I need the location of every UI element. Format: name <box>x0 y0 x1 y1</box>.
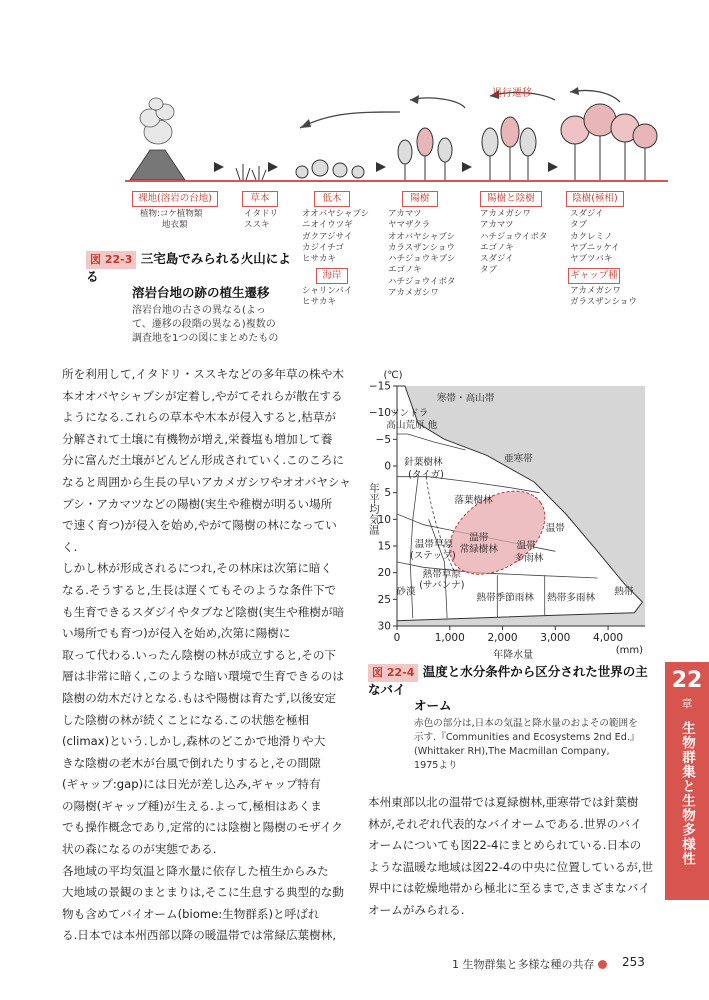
y-tick-label: −5 <box>375 433 391 446</box>
stage-label-bare: 裸地(溶岩の台地) <box>132 191 218 207</box>
biome-region-label: 常緑樹林 <box>459 544 498 556</box>
page-number: 253 <box>622 955 645 969</box>
x-axis-label: 年降水量 <box>493 650 534 660</box>
biome-region-label: 高山荒原 他 <box>386 419 438 431</box>
y-tick-label: −15 <box>368 380 391 393</box>
retrogression-arrow <box>300 112 400 128</box>
mixed-tree-icon <box>482 117 536 180</box>
stage-label-climax: 陰樹(極相) <box>566 191 624 207</box>
chapter-label: 章 <box>681 697 693 710</box>
figure-number: 図 22-4 <box>368 664 418 682</box>
climax-forest-icon <box>561 104 657 180</box>
x-tick-label: 0 <box>393 632 401 644</box>
biome-region-label: (サバンナ) <box>419 579 465 591</box>
species-list: アカメガシワ アカマツ ハチジョウイボタ エゴノキ スダジイ タブ <box>480 209 548 276</box>
biome-region-label: (タイガ) <box>408 469 444 481</box>
coast-label: 海岸 <box>316 268 348 284</box>
biome-region-label: 熱帯 <box>614 586 634 598</box>
biome-region-label: 温帯 <box>469 532 489 544</box>
chapter-title: 生物群集と生物多様性 <box>679 721 695 866</box>
x-tick-label: 1,000 <box>434 632 465 644</box>
species-list: イタドリ ススキ <box>244 209 279 231</box>
biome-region-label: 熱帯季節雨林 <box>476 592 534 604</box>
stage-label-sun-tree: 陽樹 <box>402 191 438 207</box>
species-list: 植物:コケ植物類 地衣類 <box>140 209 203 231</box>
x-unit-label: (mm) <box>615 645 643 656</box>
body-text-right: 本州東部以北の温帯では夏緑樹林,亜寒帯では針葉樹 林が,それぞれ代表的なバイオームである.世界のバイ オームについても図22-4にまとめられている.日本の ような温暖な地域は図22-4の中央に位置しているが,世 界中には乾燥地帯から極北に至るまで,さまざまなバイ オームがみられる. <box>368 795 654 917</box>
body-text-left: 所を利用して,イタドリ・ススキなどの多年草の株や木 本オオバヤシャブシが定着し,やがてそれらが散在する ようになる.これらの草本や木本が侵入すると,枯草が 分解されて土壌に有機物が増え,栄養塩も増加して養 分に富んだ土壌がどんどん形成されていく.このころに なると周囲から生長の早いアカメガシワやオオバヤシャ ブシ・アカマツなどの陽樹(実生や稚樹が明るい場所 で速く育つ)が侵入を始め,やがて陽樹の林になってい く. しかし林が形成されるにつれ,その林床は次第に暗く なる.そうすると,生長は遅くてもそのような条件下で も生育できるスダジイやタブなど陰樹(実生や稚樹が暗 い場所でも育つ)が侵入を始め,次第に陽樹に 取って代わる.いったん陰樹の林が成立すると,その下 層は非常に暗く,このような暗い環境で生育できるのは 陰樹の幼木だけとなる.もはや陽樹は育たず,以後安定 した陰樹の林が続くことになる.この状態を極相 (climax)という.しかし,森林のどこかで地滑りや大 きな陰樹の老木が台風で倒れたりすると,その間隙 (ギャップ:gap)には日光が差し込み,ギャップ特有 の陽樹(ギャップ種)が生える.よって,極相はあくま でも操作概念であり,定常的には陰樹と陽樹のモザイク 状の森になるのが実態である. 各地域の平均気温と降水量に依存した植生からみた 大地域の景観のまとまりは,そこに生息する典型的な動 物も含めてバイオーム(biome:生物群系)と呼ばれ る.日本では本州西部以降の暖温帯では常緑広葉樹林, <box>62 367 351 943</box>
species-list: スダジイ タブ カクレミノ ヤブニッケイ ヤブツバキ <box>570 209 620 265</box>
biome-region-label: 砂漠 <box>396 586 416 598</box>
biome-region-label: ツンドラ <box>389 408 429 420</box>
y-tick-label: −10 <box>368 407 391 420</box>
biome-region-label: 落葉樹林 <box>454 495 493 507</box>
y-tick-label: 20 <box>377 567 391 580</box>
shrub-icon <box>296 160 364 178</box>
biome-region-label: 多雨林 <box>514 553 544 565</box>
figure-caption: 図 22-3 三宅島でみられる火山による 溶岩台地の跡の植生遷移 溶岩台地の古さの異なる(よっ て、遷移の段階の異なる)複数の 調査地を1つの図にまとめたもの <box>86 251 291 344</box>
biome-region-label: 亜寒帯 <box>503 453 533 465</box>
retrogression-label: 退行遷移 <box>492 88 532 99</box>
y-unit-label: (℃) <box>383 370 403 381</box>
biome-region-label: 寒帯・高山帯 <box>436 393 495 405</box>
footer-dot-icon <box>598 960 607 969</box>
footer-section: 1 生物群集と多様な種の共存 <box>452 958 595 971</box>
succession-illustration <box>0 0 709 200</box>
volcano-icon <box>130 98 185 180</box>
figure-caption: 図 22-4 温度と水分条件から区分された世界の主なバイ オーム 赤色の部分は,日本の気温と降水量のおよその範囲を 示す.『Communities and Ecosystems 2nd Ed.』 (Whittaker RH),The Macmillan Company, 1975より <box>368 664 648 771</box>
x-tick-label: 3,000 <box>540 632 571 644</box>
biome-region-label: 温帯 <box>516 540 536 552</box>
grass-icon <box>236 164 266 180</box>
biome-region-label: 熱帯多雨林 <box>547 592 596 604</box>
figure-number: 図 22-3 <box>86 251 136 269</box>
y-tick-label: 30 <box>377 620 391 633</box>
biome-region-label: (ステップ) <box>410 550 456 562</box>
y-tick-label: 5 <box>384 487 391 500</box>
stage-label-grass: 草本 <box>242 191 278 207</box>
species-list: シャリンバイ ヒサカキ <box>302 286 353 308</box>
chapter-tab <box>665 662 709 900</box>
y-tick-label: 10 <box>377 513 391 526</box>
species-list: アカマツ ヤマザクラ オオバヤシャブシ カラスザンショウ ハチジョウキブシ エゴノキ ハチジョウイボタ アカメガシワ <box>388 209 456 299</box>
x-tick-label: 2,000 <box>487 632 518 644</box>
biome-region-label: 温帯 <box>545 522 565 534</box>
y-tick-label: 15 <box>377 540 391 553</box>
biome-chart <box>356 366 656 660</box>
x-tick-label: 4,000 <box>593 632 624 644</box>
gap-species-label: ギャップ種 <box>568 268 620 284</box>
stage-label-mixed: 陽樹と陰樹 <box>480 191 542 207</box>
chapter-number: 22 <box>671 668 703 693</box>
biome-region-label: 熱帯草原 <box>422 569 462 581</box>
stage-label-shrub: 低木 <box>314 191 350 207</box>
y-tick-label: 0 <box>384 460 391 473</box>
sun-tree-icon <box>398 128 452 180</box>
y-tick-label: 25 <box>377 593 391 606</box>
biome-region-label: 針葉樹林 <box>404 457 443 469</box>
y-axis-label: 年平均気温 <box>368 482 380 535</box>
biome-region-label: 温帯草原 <box>414 538 454 550</box>
species-list: オオバヤシャブシ ニオイウツギ ガクアジサイ カジイチゴ ヒサカキ <box>302 209 369 265</box>
species-list: アカメガシワ ガラスザンショウ <box>570 286 638 308</box>
